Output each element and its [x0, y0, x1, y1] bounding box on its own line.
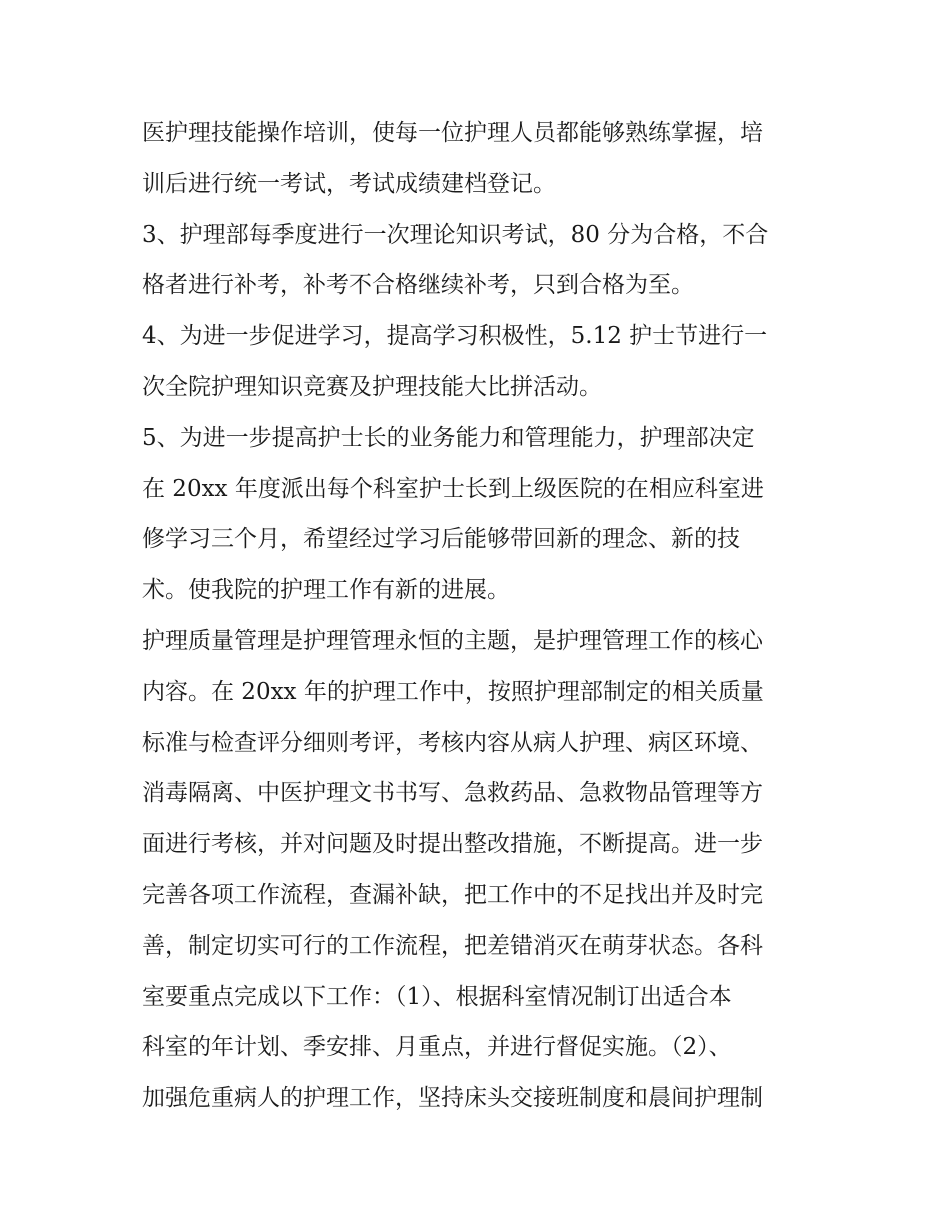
text-line: 5、为进一步提高护士长的业务能力和管理能力，护理部决定	[142, 424, 755, 451]
text-line: 科室的年计划、季安排、月重点，并进行督促实施。（2）、	[142, 1034, 732, 1061]
text-line: 消毒隔离、中医护理文书书写、急救药品、急救物品管理等方	[142, 780, 763, 807]
text-line: 格者进行补考，补考不合格继续补考，只到合格为至。	[142, 272, 694, 299]
text-line: 修学习三个月，希望经过学习后能够带回新的理念、新的技	[142, 526, 740, 553]
text-line: 4、为进一步促进学习，提高学习积极性，5.12 护士节进行一	[142, 323, 768, 350]
text-line: 完善各项工作流程，查漏补缺，把工作中的不足找出并及时完	[142, 881, 763, 908]
text-line: 训后进行统一考试，考试成绩建档登记。	[142, 170, 556, 197]
body-text	[142, 108, 832, 1124]
text-line: 面进行考核，并对问题及时提出整改措施，不断提高。进一步	[142, 831, 763, 858]
text-line: 内容。在 20xx 年的护理工作中，按照护理部制定的相关质量	[142, 678, 764, 705]
text-line: 医护理技能操作培训，使每一位护理人员都能够熟练掌握，培	[142, 120, 763, 146]
text-line: 术。使我院的护理工作有新的进展。	[142, 577, 510, 604]
text-line: 善，制定切实可行的工作流程，把差错消灭在萌芽状态。各科	[142, 932, 763, 959]
text-line: 次全院护理知识竞赛及护理技能大比拼活动。	[142, 373, 602, 400]
text-line: 标准与检查评分细则考评，考核内容从病人护理、病区环境、	[142, 729, 763, 756]
text-line: 护理质量管理是护理管理永恒的主题，是护理管理工作的核心	[142, 627, 763, 654]
text-line: 加强危重病人的护理工作，坚持床头交接班制度和晨间护理制	[142, 1085, 763, 1112]
text-line: 在 20xx 年度派出每个科室护士长到上级医院的在相应科室进	[142, 475, 764, 502]
text-line: 室要重点完成以下工作：（1）、根据科室情况制订出适合本	[142, 983, 732, 1010]
text-line: 3、护理部每季度进行一次理论知识考试，80 分为合格，不合	[142, 221, 769, 248]
